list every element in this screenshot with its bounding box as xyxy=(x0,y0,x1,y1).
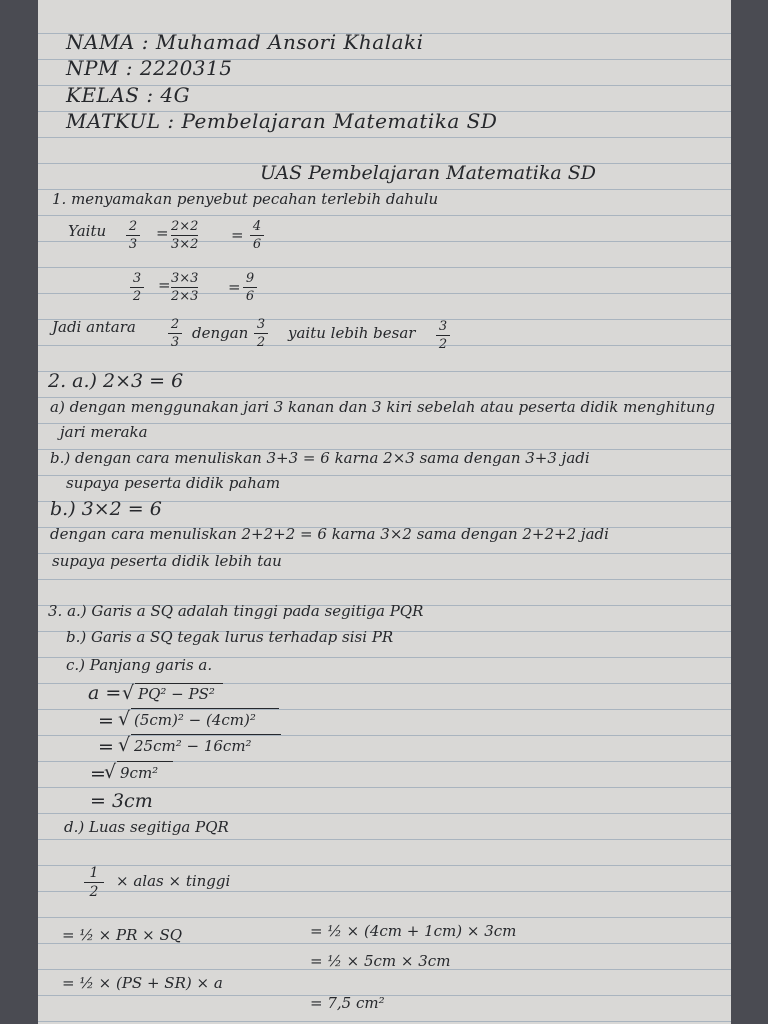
q3-step-4-lhs: = xyxy=(90,763,106,785)
q3-step-1-radicand: PQ² − PS² xyxy=(138,685,215,703)
equals-sign: = xyxy=(156,224,169,242)
numerator: 3 xyxy=(438,319,448,334)
fraction xyxy=(126,220,140,251)
denominator: 3 xyxy=(128,237,138,252)
area-step-2: = ½ × (PS + SR) × a xyxy=(62,974,223,992)
numerator: 2×2 xyxy=(171,219,199,234)
fraction xyxy=(130,272,144,303)
radical-bar xyxy=(131,708,279,709)
q3-c: c.) Panjang garis a. xyxy=(66,656,213,674)
denominator: 3×2 xyxy=(171,237,199,252)
denominator: 6 xyxy=(252,237,262,252)
numerator: 3 xyxy=(132,271,142,286)
q1-intro: 1. menyamakan penyebut pecahan terlebih dahulu xyxy=(52,190,439,208)
denominator: 2 xyxy=(89,884,99,900)
radical-bar xyxy=(135,683,223,684)
equals-sign: = xyxy=(158,276,171,294)
area-formula: × alas × tinggi xyxy=(116,872,231,890)
sqrt-symbol: √ xyxy=(118,734,131,756)
denominator: 2 xyxy=(132,289,142,304)
fraction xyxy=(171,220,198,251)
fraction xyxy=(171,272,198,303)
fraction xyxy=(250,220,264,251)
equals-sign: = xyxy=(231,226,244,244)
q2-b-equation: b.) 3×2 = 6 xyxy=(50,498,162,520)
course-name: MATKUL : Pembelajaran Matematika SD xyxy=(66,109,498,133)
q2-c-line-1: dengan cara menuliskan 2+2+2 = 6 karna 3×2 sama dengan 2+2+2 jadi xyxy=(50,525,609,543)
fraction xyxy=(84,866,104,899)
numerator: 9 xyxy=(245,271,255,286)
numerator: 3 xyxy=(256,317,266,332)
sqrt-symbol: √ xyxy=(122,682,135,704)
fraction xyxy=(243,272,257,303)
q1-conclusion-a: Jadi antara xyxy=(52,318,136,336)
radical-bar xyxy=(117,761,173,762)
q3-d: d.) Luas segitiga PQR xyxy=(64,818,229,836)
q3-step-5: = 3cm xyxy=(90,790,153,812)
q2-a-line-2: jari meraka xyxy=(60,423,148,441)
q3-step-2-radicand: (5cm)² − (4cm)² xyxy=(134,711,256,729)
fraction xyxy=(168,318,182,349)
fraction xyxy=(436,320,450,351)
area-step-4: = ½ × 5cm × 3cm xyxy=(310,952,451,970)
area-step-1: = ½ × PR × SQ xyxy=(62,926,183,944)
student-name: NAMA : Muhamad Ansori Khalaki xyxy=(66,30,424,54)
denominator: 2 xyxy=(438,337,448,352)
student-npm: NPM : 2220315 xyxy=(66,56,233,80)
numerator: 2 xyxy=(170,317,180,332)
area-step-3: = ½ × (4cm + 1cm) × 3cm xyxy=(310,922,517,940)
q1-conclusion-c: yaitu lebih besar xyxy=(288,324,416,342)
notebook-page xyxy=(38,0,731,1024)
radical-bar xyxy=(131,734,281,735)
fraction xyxy=(254,318,268,349)
denominator: 2 xyxy=(256,335,266,350)
q3-a: 3. a.) Garis a SQ adalah tinggi pada segitiga PQR xyxy=(48,602,424,620)
numerator: 4 xyxy=(252,219,262,234)
numerator: 2 xyxy=(128,219,138,234)
denominator: 3 xyxy=(170,335,180,350)
sqrt-symbol: √ xyxy=(104,761,117,783)
q3-step-3-radicand: 25cm² − 16cm² xyxy=(134,737,252,755)
equals-sign: = xyxy=(228,278,241,296)
q2-b-line-1: b.) dengan cara menuliskan 3+3 = 6 karna 2×3 sama dengan 3+3 jadi xyxy=(50,449,590,467)
student-class: KELAS : 4G xyxy=(66,83,191,107)
q2-b-line-2: supaya peserta didik paham xyxy=(66,474,281,492)
q3-b: b.) Garis a SQ tegak lurus terhadap sisi PR xyxy=(66,628,394,646)
q2-a-equation: 2. a.) 2×3 = 6 xyxy=(48,370,184,392)
q3-step-4-radicand: 9cm² xyxy=(120,764,159,782)
denominator: 6 xyxy=(245,289,255,304)
sqrt-symbol: √ xyxy=(118,708,131,730)
q2-c-line-2: supaya peserta didik lebih tau xyxy=(52,552,282,570)
page-title: UAS Pembelajaran Matematika SD xyxy=(260,162,596,184)
numerator: 3×3 xyxy=(171,271,199,286)
numerator: 1 xyxy=(89,865,99,881)
denominator: 2×3 xyxy=(171,289,199,304)
q3-step-1-lhs: a = xyxy=(88,682,122,704)
q1-conclusion-b: dengan xyxy=(192,324,249,342)
q1-yaitu: Yaitu xyxy=(68,222,107,240)
area-result: = 7,5 cm² xyxy=(310,994,385,1012)
q3-step-2-lhs: = xyxy=(98,710,114,732)
q2-a-line-1: a) dengan menggunakan jari 3 kanan dan 3 kiri sebelah atau peserta didik menghitung xyxy=(50,398,715,416)
q3-step-3-lhs: = xyxy=(98,736,114,758)
